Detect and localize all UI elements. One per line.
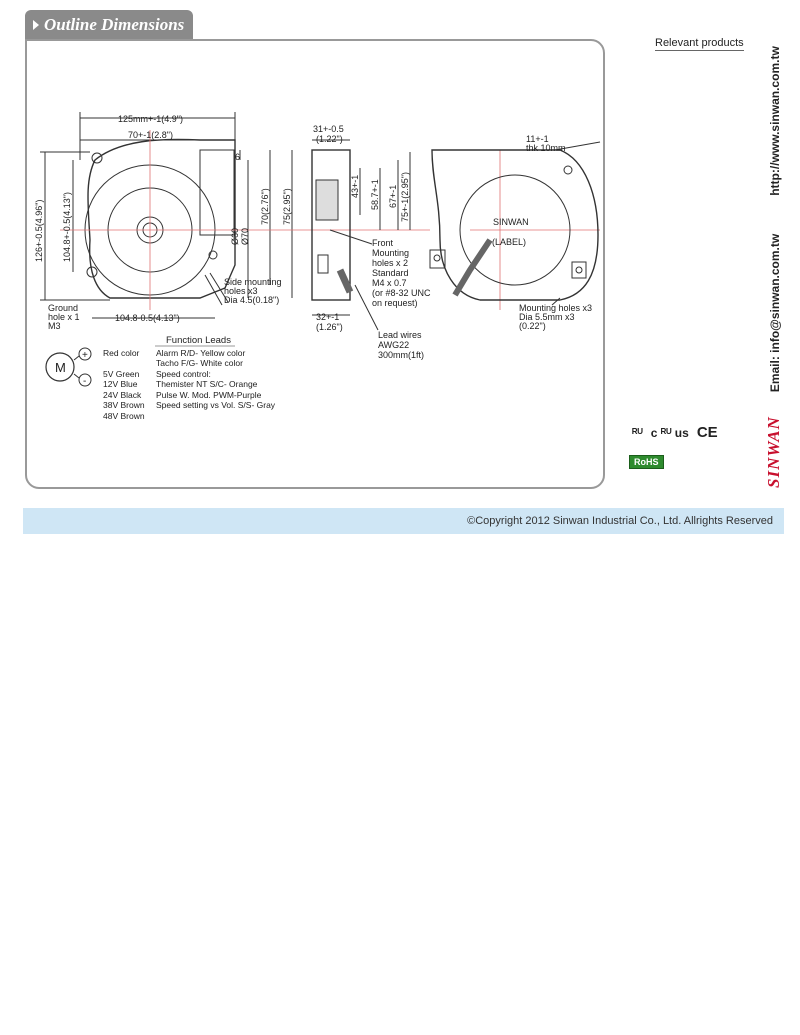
side-bottom-dim-1: 32+-1 [316, 312, 340, 322]
lead-wires-3: 300mm(1ft) [378, 350, 425, 360]
function-item: Pulse W. Mod. PWM-Purple [156, 390, 262, 400]
function-item: Speed control: [156, 369, 211, 379]
rear-thk-2: thk 10mm [526, 143, 566, 153]
front-h75: 75(2.95") [282, 188, 292, 225]
function-item: Themister NT S/C- Orange [156, 379, 258, 389]
ul-mark-icon: ᴿᵁ [632, 425, 643, 440]
rear-mount-2: Dia 5.5mm x3 [519, 312, 575, 322]
ground-label-3: M3 [48, 321, 61, 331]
front-mount-7: on request) [372, 298, 418, 308]
rear-mount-hole-top [564, 166, 572, 174]
section-title: Outline Dimensions [44, 15, 185, 34]
side-mount-label-1: Side mounting [224, 277, 282, 287]
front-width-total: 125mm+-1(4.9") [118, 114, 183, 124]
side-d67: 67+-1 [388, 184, 398, 208]
front-mount-2: Mounting [372, 248, 410, 258]
front-dia70: Ø70 [240, 227, 250, 245]
side-connector [318, 255, 328, 273]
voltage-item: 5V Green [103, 369, 140, 379]
side-top-dim-2: (1.22") [316, 134, 343, 144]
front-dim-6: 6 [235, 152, 241, 162]
front-height-holes: 104.8+-0.5(4.13") [62, 192, 72, 262]
ground-label-2: hole x 1 [48, 312, 80, 322]
motor-plus: + [82, 350, 88, 361]
voltage-item: 12V Blue [103, 379, 138, 389]
cul-mark-icon: c ᴿᵁ us [650, 425, 689, 440]
side-d75: 75+-1(2.95") [400, 172, 410, 222]
ce-mark-icon: CE [696, 424, 718, 441]
rear-mount-1: Mounting holes x3 [519, 303, 593, 313]
function-item: Tacho F/G- White color [156, 358, 243, 368]
rear-label-brand: SINWAN [493, 217, 529, 227]
certification-marks [632, 424, 718, 441]
rear-mount-3: (0.22") [519, 321, 546, 331]
voltage-item: 48V Brown [103, 411, 145, 421]
contact-url[interactable]: http://www.sinwan.com.tw [768, 46, 782, 196]
side-mount-label-2: holes x3 [224, 286, 258, 296]
footer-bar [23, 508, 784, 534]
front-outlet [200, 150, 234, 235]
voltage-item: 38V Brown [103, 400, 145, 410]
motor-letter: M [55, 360, 66, 375]
front-mount-4: Standard [372, 268, 409, 278]
front-bottom-holes: 104.8-0.5(4.13") [115, 313, 180, 323]
side-d587: 58.7+-1 [370, 179, 380, 210]
function-item: Speed setting vs Vol. S/S- Gray [156, 400, 276, 410]
function-leads-title: Function Leads [166, 335, 231, 346]
function-item: Alarm R/D- Yellow color [156, 348, 246, 358]
vertical-contact-bar [764, 46, 784, 488]
voltage-item: 24V Black [103, 390, 142, 400]
front-width-partial: 70+-1(2.8") [128, 130, 173, 140]
side-mount-label-3: Dia 4.5(0.18") [224, 295, 280, 305]
lead-wires-2: AWG22 [378, 340, 410, 350]
side-d43: 43+-1 [350, 174, 360, 198]
rear-mount-tab-right [572, 262, 586, 278]
front-height-total: 126+-0.5(4.96") [34, 199, 44, 262]
side-impeller [316, 180, 338, 220]
front-mount-3: holes x 2 [372, 258, 409, 268]
front-dia60: Ø60 [230, 227, 240, 245]
side-lead-wire [340, 270, 350, 292]
contact-email[interactable]: Email: info@sinwan.com.tw [768, 233, 782, 393]
front-h70: 70(2.76") [260, 188, 270, 225]
rear-thk-1: 11+-1 [526, 134, 549, 144]
copyright-text: ©Copyright 2012 Sinwan Industrial Co., Ltd. Allrights Reserved [467, 515, 773, 527]
lead-wires-1: Lead wires [378, 330, 422, 340]
side-bottom-dim-2: (1.26") [316, 322, 343, 332]
rear-lead-wire [455, 240, 490, 295]
front-mount-6: (or #8-32 UNC [372, 288, 431, 298]
front-mount-5: M4 x 0.7 [372, 278, 407, 288]
rear-label-text: (LABEL) [492, 237, 527, 247]
red-color-label: Red color [103, 348, 140, 358]
rohs-badge: RoHS [629, 455, 664, 469]
side-top-dim-1: 31+-0.5 [313, 124, 344, 134]
ground-label-1: Ground [48, 303, 79, 313]
front-mount-1: Front [372, 238, 394, 248]
brand-logo: SINWAN [764, 416, 783, 488]
motor-minus: - [83, 376, 87, 387]
relevant-products-link[interactable]: Relevant products [655, 37, 744, 49]
